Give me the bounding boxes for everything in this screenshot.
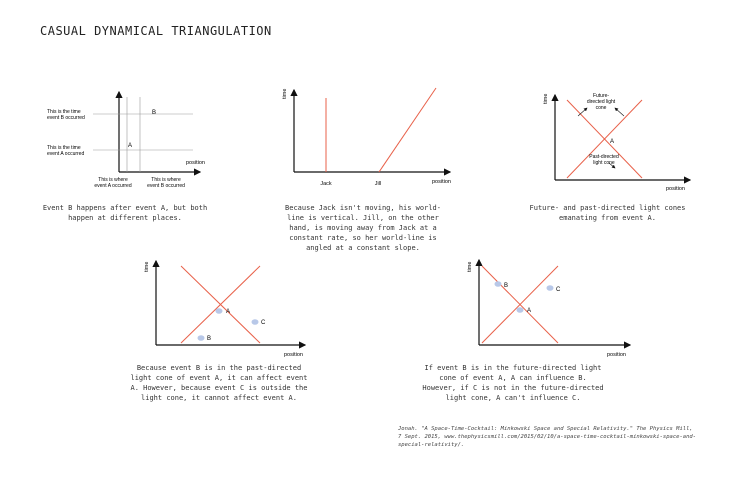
d2-x-axis-label: position	[432, 179, 451, 185]
diagram-1	[47, 92, 205, 189]
d5-event-c-dot	[547, 285, 554, 291]
d3-y-axis-label: time	[543, 93, 549, 104]
d1-x-axis-label: position	[186, 160, 205, 166]
d4-event-a: A	[226, 309, 231, 315]
d3-future-label-3: cone	[595, 105, 607, 111]
d1-time-b-label-2: event B occurred	[47, 115, 85, 121]
d4-x-axis-label: position	[284, 352, 303, 358]
d2-jill-worldline	[379, 88, 436, 172]
diagram-2-caption: Because Jack isn't moving, his world-line is vertical. Jill, on the other hand, is moving away from Jack at a constant rate, so her world-line is angled at a constant slope.	[285, 204, 441, 252]
d1-place-a-label-1: This is where	[98, 177, 128, 183]
d4-y-axis-label: time	[144, 261, 150, 272]
page-title: CASUAL DYNAMICAL TRIANGULATION	[40, 24, 272, 38]
d2-jill-label: Jill	[374, 181, 382, 187]
d5-x-axis-label: position	[607, 352, 626, 358]
d1-place-a-label-2: event A occurred	[94, 183, 132, 189]
d2-jack-label: Jack	[320, 181, 332, 187]
d4-event-c-dot	[252, 319, 259, 325]
d3-past-label-1: Past-directed	[589, 154, 619, 160]
d4-event-a-dot	[216, 308, 223, 314]
diagram-5-caption: If event B is in the future-directed light cone of event A, A can influence B. However, if C is not in the future-directed light cone, A can't influence C.	[422, 364, 604, 402]
d1-event-a: A	[128, 143, 133, 149]
d4-event-b: B	[207, 336, 212, 342]
diagram-3-caption: Future- and past-directed light cones emanating from event A.	[529, 204, 686, 222]
diagram-4	[144, 261, 305, 358]
d3-future-label-2: directed light	[586, 99, 616, 105]
d5-event-a-dot	[517, 307, 524, 313]
d1-time-a-label-2: event A occurred	[47, 151, 85, 157]
diagram-2	[282, 88, 451, 187]
diagram-5	[467, 260, 630, 358]
diagram-1-caption: Event B happens after event A, but both happen at different places.	[42, 204, 208, 222]
d5-event-a: A	[527, 308, 532, 314]
diagram-3	[543, 93, 690, 192]
d3-future-arrow-left	[578, 108, 587, 116]
d3-x-axis-label: position	[666, 186, 685, 192]
diagram-4-caption: Because event B is in the past-directed light cone of event A, it can affect event A. However, because event C is outside the light cone, it cannot affect event A.	[130, 364, 308, 402]
d3-past-label-2: light cone	[593, 160, 615, 166]
d5-event-b-dot	[495, 281, 502, 287]
d5-event-c: C	[556, 287, 561, 293]
citation: Jonah. "A Space-Time-Cocktail: Minkowski Space and Special Relativity." The Physics Mill, 7 Sept. 2015, www.thephysicsmill.com/2015/02/10/a-space-time-cocktail-minkowski-space-and-special-relativity/.	[398, 426, 697, 448]
d3-event-a: A	[610, 139, 615, 145]
d4-event-c: C	[261, 320, 266, 326]
d5-event-b: B	[504, 283, 509, 289]
d1-place-b-label-2: event B occurred	[147, 183, 185, 189]
d3-future-label-1: Future-	[592, 93, 610, 99]
d1-place-b-label-1: This is where	[151, 177, 181, 183]
d1-time-b-label-1: This is the time	[47, 109, 81, 115]
d1-time-a-label-1: This is the time	[47, 145, 81, 151]
d3-future-arrow-right	[615, 108, 624, 116]
d1-event-b: B	[152, 110, 157, 116]
d2-y-axis-label: time	[282, 88, 288, 99]
d4-event-b-dot	[198, 335, 205, 341]
d5-y-axis-label: time	[467, 261, 473, 272]
